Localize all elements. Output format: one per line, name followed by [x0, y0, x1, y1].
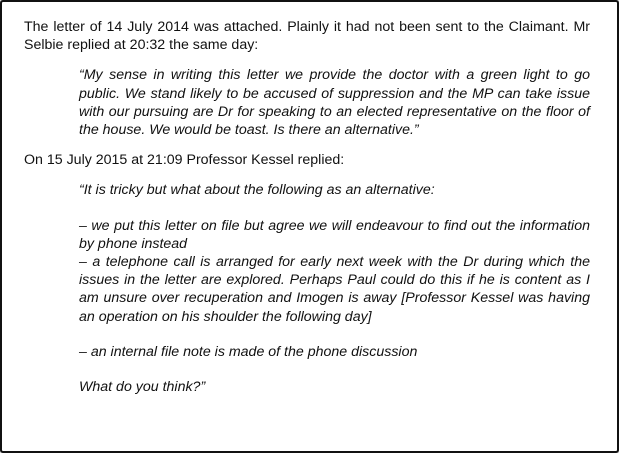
quote-kessel-item-call: – a telephone call is arranged for early next week with the Dr during which the issues in the letter are explored. Perhaps Paul could do this if he is content as I am unsure over recuperation and Imogen is away [Professor Kessel was having an operation on his shoulder the following day]	[79, 254, 590, 325]
document-body	[24, 18, 590, 396]
quote-selbie-reply: “My sense in writing this letter we provide the doctor with a green light to go public. We stand likely to be accused of suppression and the MP can take issue with our pursuing are Dr for speaking to an elected representative on the floor of the house. We would be toast. Is there an alternative.”	[79, 67, 590, 139]
paragraph-letter-attached: The letter of 14 July 2014 was attached. Plainly it had not been sent to the Claimant. Mr Selbie replied at 20:32 the same day:	[24, 19, 590, 54]
quote-kessel-item-note: – an internal file note is made of the phone discussion	[79, 343, 418, 360]
quote-kessel-intro: “It is tricky but what about the following as an alternative:	[79, 182, 435, 199]
paragraph-kessel-replied: On 15 July 2015 at 21:09 Professor Kessel replied:	[24, 152, 345, 169]
quote-kessel-item-file: – we put this letter on file but agree we will endeavour to find out the information by phone instead	[79, 217, 590, 252]
quote-kessel-close: What do you think?”	[79, 379, 206, 396]
